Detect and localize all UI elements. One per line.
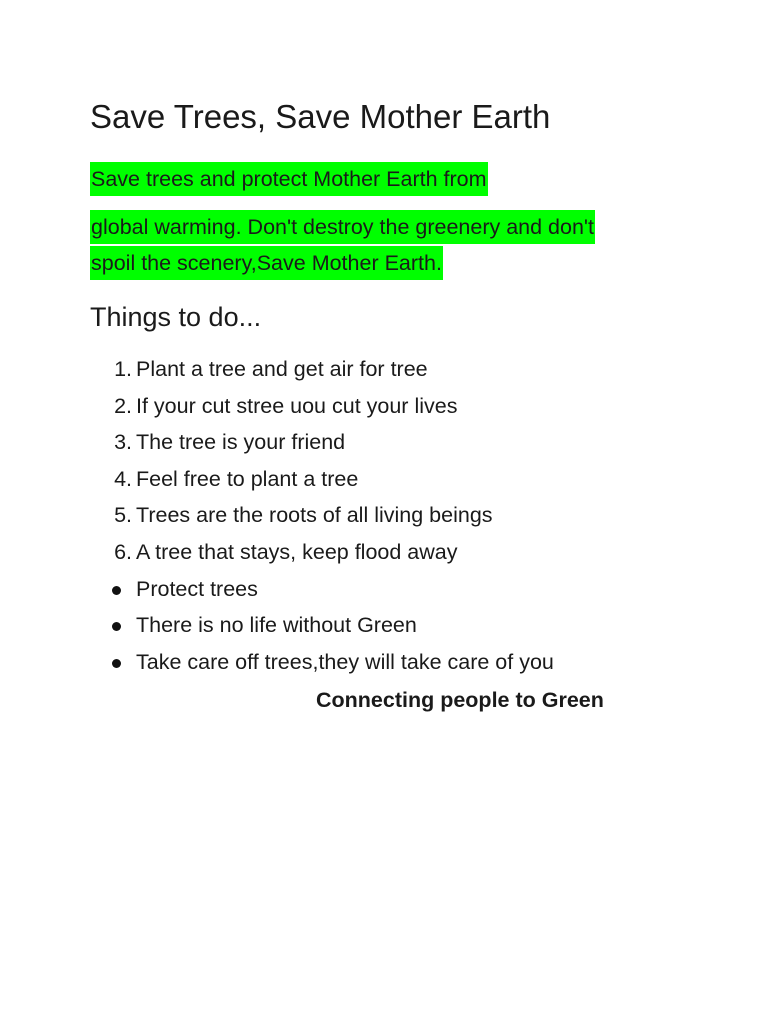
item-text: Trees are the roots of all living beings: [136, 503, 493, 528]
things-to-do-heading: Things to do...: [90, 302, 262, 332]
numbered-item: [0, 461, 768, 498]
item-text: The tree is your friend: [136, 430, 346, 455]
item-number: 5.: [114, 503, 132, 528]
bullet-item: [0, 607, 768, 644]
numbered-item: [0, 497, 768, 534]
numbered-item: [0, 534, 768, 571]
things-to-do-list: [0, 351, 768, 680]
tagline: Connecting people to Green: [316, 688, 604, 712]
bullet-dot-icon: [112, 586, 121, 595]
item-number: 1.: [114, 357, 132, 381]
item-text: If your cut stree uou cut your lives: [136, 393, 458, 418]
item-text: A tree that stays, keep flood away: [136, 539, 458, 564]
item-text: There is no life without Green: [136, 613, 417, 638]
intro-line-1: Save trees and protect Mother Earth from: [90, 162, 488, 196]
item-text: Protect trees: [136, 576, 258, 601]
item-number: 3.: [114, 430, 132, 455]
intro-line-2: global warming. Don't destroy the greenery and don't: [90, 210, 595, 244]
item-text: Take care off trees,they will take care of you: [136, 649, 554, 674]
numbered-item: [0, 424, 768, 461]
numbered-item: [0, 388, 768, 425]
intro-line-3: spoil the scenery,Save Mother Earth.: [90, 246, 443, 280]
item-number: 6.: [114, 539, 132, 564]
numbered-item: [0, 351, 768, 388]
item-number: 4.: [114, 466, 132, 491]
item-text: Plant a tree and get air for tree: [136, 357, 428, 381]
bullet-dot-icon: [112, 659, 121, 668]
page-title: Save Trees, Save Mother Earth: [90, 98, 551, 135]
item-number: 2.: [114, 393, 132, 418]
item-text: Feel free to plant a tree: [136, 466, 359, 491]
bullet-item: [0, 644, 768, 681]
bullet-dot-icon: [112, 622, 121, 631]
bullet-item: [0, 571, 768, 608]
